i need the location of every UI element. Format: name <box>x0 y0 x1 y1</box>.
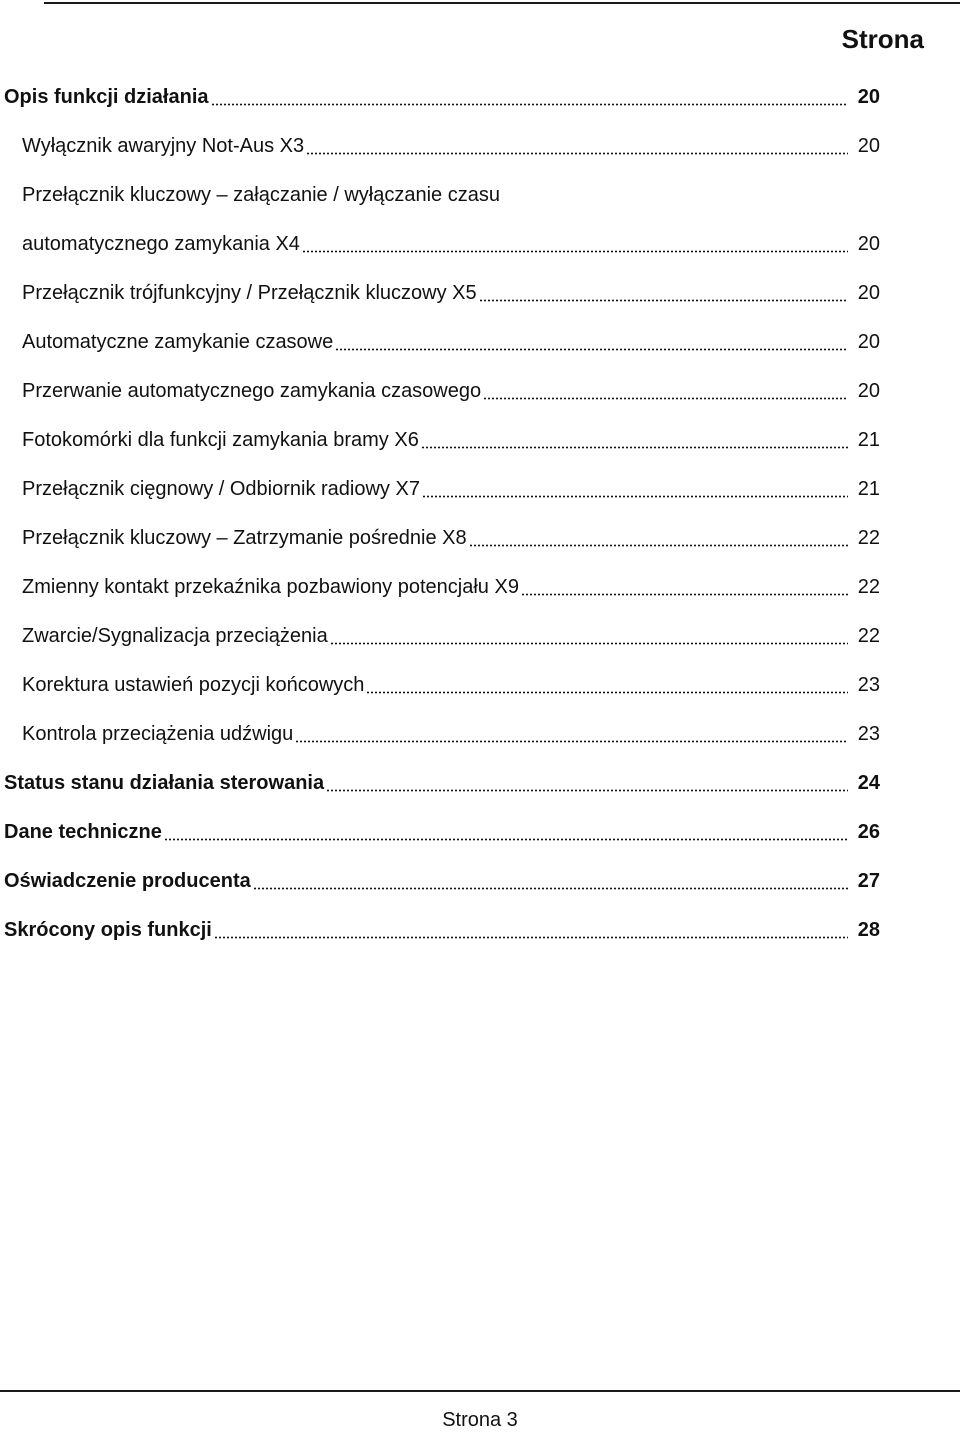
dot-leader <box>483 381 848 401</box>
dot-leader <box>295 724 848 744</box>
dot-leader <box>306 136 848 156</box>
toc-entry-page-number: 23 <box>857 673 880 696</box>
toc-entry-page-number: 21 <box>857 428 880 451</box>
toc-entry-title: Korektura ustawień pozycji końcowych <box>22 673 365 696</box>
toc-entry-page-number: 24 <box>857 771 880 794</box>
toc-entry[interactable] <box>0 121 880 170</box>
toc-entry[interactable] <box>0 268 880 317</box>
toc-entry[interactable] <box>0 72 880 121</box>
toc-entry-title: Oświadczenie producenta <box>4 869 251 892</box>
toc-entry-page-number: 26 <box>857 820 880 843</box>
toc-entry-title: Przełącznik cięgnowy / Odbiornik radiowy X7 <box>22 477 420 500</box>
toc-entry-page-number: 20 <box>857 232 880 255</box>
toc-entry-title: Przerwanie automatycznego zamykania czasowego <box>22 379 482 402</box>
toc-entry[interactable] <box>0 562 880 611</box>
dot-leader <box>469 528 848 548</box>
toc-entry[interactable] <box>0 758 880 807</box>
toc-entry-page-number: 22 <box>857 575 880 598</box>
toc-entry-title: Status stanu działania sterowania <box>4 771 325 794</box>
dot-leader <box>335 332 848 352</box>
dot-leader <box>326 773 848 793</box>
toc-entry-title: Zmienny kontakt przekaźnika pozbawiony potencjału X9 <box>22 575 519 598</box>
toc-entry-title: Przełącznik trójfunkcyjny / Przełącznik kluczowy X5 <box>22 281 477 304</box>
toc-entry-title: Automatyczne zamykanie czasowe <box>22 330 334 353</box>
toc-entry-title: Zwarcie/Sygnalizacja przeciążenia <box>22 624 328 647</box>
toc-entry-title: Kontrola przeciążenia udźwigu <box>22 722 294 745</box>
dot-leader <box>422 479 848 499</box>
dot-leader <box>421 430 848 450</box>
toc-entry[interactable] <box>0 170 880 219</box>
toc-entry-title: Skrócony opis funkcji <box>4 918 212 941</box>
toc-entry-page-number: 27 <box>857 869 880 892</box>
toc-entry-page-number: 20 <box>857 281 880 304</box>
toc-entry-title: Opis funkcji działania <box>4 85 209 108</box>
dot-leader <box>366 675 848 695</box>
toc-entry-title: Dane techniczne <box>4 820 162 843</box>
toc-entry[interactable] <box>0 660 880 709</box>
dot-leader <box>302 234 848 254</box>
toc-entry-title: Przełącznik kluczowy – Zatrzymanie pośrednie X8 <box>22 526 467 549</box>
toc-entry-page-number: 22 <box>857 624 880 647</box>
toc-entry-title: Wyłącznik awaryjny Not-Aus X3 <box>22 134 305 157</box>
toc-entry[interactable] <box>0 219 880 268</box>
toc-entry[interactable] <box>0 366 880 415</box>
table-of-contents <box>0 72 880 954</box>
dot-leader <box>521 577 848 597</box>
toc-entry[interactable] <box>0 905 880 954</box>
toc-entry-page-number: 20 <box>857 134 880 157</box>
dot-leader <box>330 626 848 646</box>
dot-leader <box>253 871 848 891</box>
top-rule <box>44 2 960 4</box>
toc-entry-page-number: 21 <box>857 477 880 500</box>
toc-entry[interactable] <box>0 611 880 660</box>
dot-leader <box>164 822 848 842</box>
page-number-footer: Strona 3 <box>442 1409 518 1431</box>
toc-entry[interactable] <box>0 317 880 366</box>
toc-entry[interactable] <box>0 807 880 856</box>
toc-entry[interactable] <box>0 464 880 513</box>
page-column-header: Strona <box>841 24 924 54</box>
toc-entry-page-number: 20 <box>857 379 880 402</box>
dot-leader <box>211 87 849 107</box>
dot-leader <box>479 283 848 303</box>
toc-entry-page-number: 20 <box>857 330 880 353</box>
toc-entry-page-number: 20 <box>857 85 880 108</box>
toc-entry[interactable] <box>0 513 880 562</box>
dot-leader <box>214 920 848 940</box>
bottom-rule <box>0 1390 960 1392</box>
toc-entry-page-number: 23 <box>857 722 880 745</box>
toc-entry-page-number: 28 <box>857 918 880 941</box>
toc-entry[interactable] <box>0 856 880 905</box>
toc-entry[interactable] <box>0 709 880 758</box>
toc-entry-title: automatycznego zamykania X4 <box>22 232 300 255</box>
toc-entry[interactable] <box>0 415 880 464</box>
toc-entry-page-number: 22 <box>857 526 880 549</box>
toc-entry-title: Fotokomórki dla funkcji zamykania bramy X6 <box>22 428 419 451</box>
toc-entry-title: Przełącznik kluczowy – załączanie / wyłączanie czasu <box>22 183 500 206</box>
